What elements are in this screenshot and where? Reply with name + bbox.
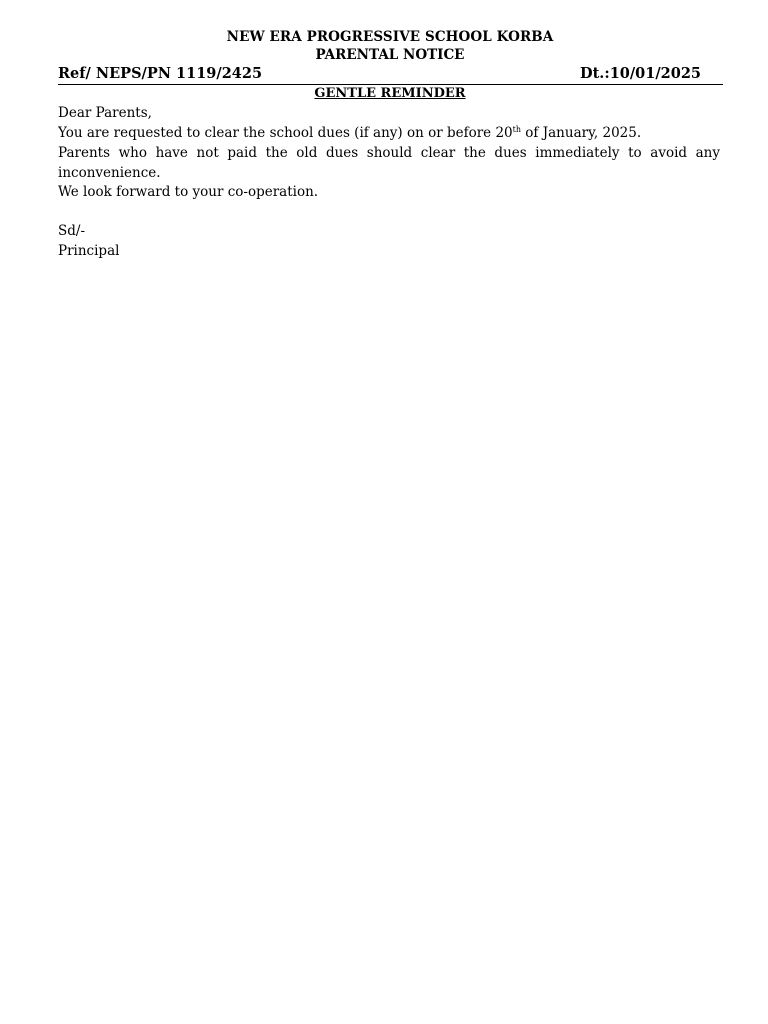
signature-title: Principal — [58, 243, 120, 259]
school-name: NEW ERA PROGRESSIVE SCHOOL KORBA — [226, 29, 554, 45]
notice-date: Dt.:10/01/2025 — [580, 65, 701, 82]
reference-row — [58, 64, 723, 85]
paragraph-dues-deadline-start: You are requested to clear the school dues (if any) on or before 20 — [58, 125, 513, 141]
paragraph-old-dues: Parents who have not paid the old dues should clear the dues immediately to avoid any inconvenience. — [58, 145, 720, 181]
reference-number: Ref/ NEPS/PN 1119/2425 — [58, 65, 263, 82]
ordinal-suffix: th — [512, 125, 522, 134]
paragraph-cooperation: We look forward to your co-operation. — [58, 184, 319, 200]
paragraph-dues-deadline-end: of January, 2025. — [521, 125, 642, 141]
signature-sd: Sd/- — [58, 223, 85, 239]
notice-type-title: PARENTAL NOTICE — [315, 47, 465, 63]
subject-heading: GENTLE REMINDER — [314, 86, 466, 101]
salutation: Dear Parents, — [58, 105, 152, 121]
paragraph-dues-deadline — [58, 123, 720, 143]
